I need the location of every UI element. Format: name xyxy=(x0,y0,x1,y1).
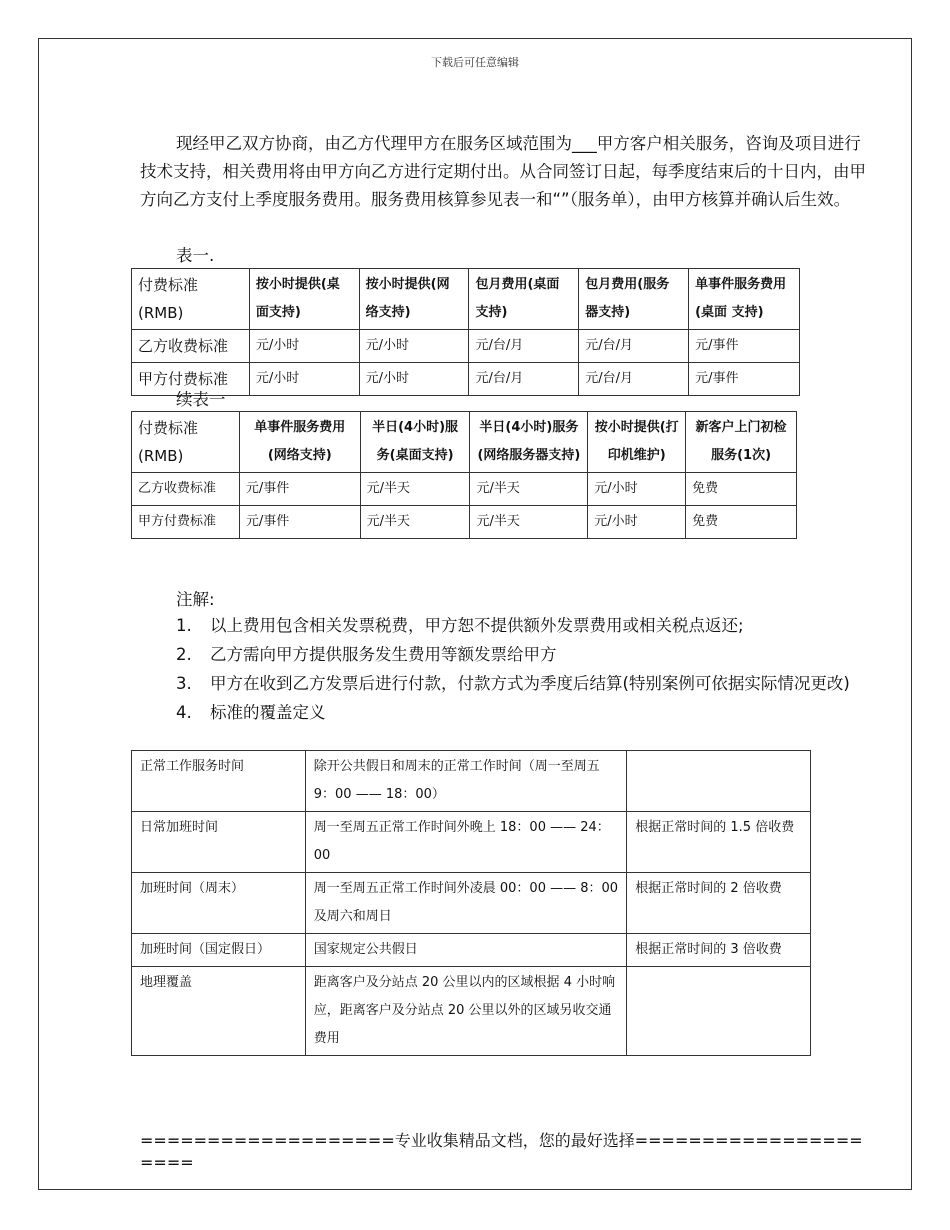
table-cell: 正常工作服务时间 xyxy=(132,751,306,812)
list-number: 1. xyxy=(176,616,192,635)
table-cell: 元/台/月 xyxy=(469,363,579,396)
list-item xyxy=(176,699,866,726)
table-row xyxy=(132,967,811,1056)
list-number: 2. xyxy=(176,645,192,664)
table1-caption: 表一. xyxy=(176,246,215,265)
table-cell: 元/事件 xyxy=(689,330,800,363)
fee-table-2 xyxy=(131,411,797,539)
table-header-cell: 按小时提供(桌面支持) xyxy=(249,269,359,330)
table-cell: 根据正常时间的 2 倍收费 xyxy=(627,873,811,934)
table-cell: 加班时间（周末） xyxy=(132,873,306,934)
page-header: 下载后可任意编辑 xyxy=(431,56,519,69)
table-cell: 免费 xyxy=(686,506,797,539)
table-header-cell: 半日(4小时)服务(网络服务器支持) xyxy=(470,412,588,473)
table-cell: 周一至周五正常工作时间外晚上 18：00 —— 24：00 xyxy=(305,812,627,873)
table-header-cell: 新客户上门初检服务(1次) xyxy=(686,412,797,473)
table-header-cell: 包月费用(服务器支持) xyxy=(579,269,689,330)
intro-paragraph: 现经甲乙双方协商，由乙方代理甲方在服务区域范围为___甲方客户相关服务，咨询及项目进行技术支持，相关费用将由甲方向乙方进行定期付出。从合同签订日起，每季度结束后的十日内，由甲方向乙方支付上季度服务费用。服务费用核算参见表一和“”（服务单），由甲方核算并确认后生效。 xyxy=(140,134,866,209)
table-row xyxy=(132,363,800,396)
table-cell: 甲方付费标准 xyxy=(132,506,240,539)
table-cell: 元/台/月 xyxy=(579,330,689,363)
table-row xyxy=(132,873,811,934)
table-cell: 元/台/月 xyxy=(579,363,689,396)
list-text: 甲方在收到乙方发票后进行付款，付款方式为季度后结算(特别案例可依据实际情况更改) xyxy=(210,674,850,693)
table-cell: 元/半天 xyxy=(470,473,588,506)
table-cell xyxy=(627,751,811,812)
list-text: 标准的覆盖定义 xyxy=(210,703,326,722)
table-cell: 付费标准(RMB) xyxy=(132,412,240,473)
notes-title: 注解: xyxy=(176,590,215,609)
table-header-cell: 单事件服务费用(网络支持) xyxy=(239,412,360,473)
table-cell: 乙方收费标准 xyxy=(132,473,240,506)
table-row xyxy=(132,473,797,506)
list-item xyxy=(176,612,866,639)
table-cell: 根据正常时间的 3 倍收费 xyxy=(627,934,811,967)
table-row xyxy=(132,506,797,539)
table2-caption: 续表一 xyxy=(176,390,226,409)
table-cell: 日常加班时间 xyxy=(132,812,306,873)
table-cell: 距离客户及分站点 20 公里以内的区域根据 4 小时响应，距离客户及分站点 20 公里以外的区域另收交通费用 xyxy=(305,967,627,1056)
table-cell: 元/小时 xyxy=(588,473,686,506)
table-cell: 地理覆盖 xyxy=(132,967,306,1056)
table-cell: 根据正常时间的 1.5 倍收费 xyxy=(627,812,811,873)
page-footer: ===================专业收集精品文档，您的最好选择===================== xyxy=(140,1131,863,1172)
table-cell: 付费标准(RMB) xyxy=(132,269,250,330)
table-cell: 元/小时 xyxy=(249,330,359,363)
table-cell: 元/事件 xyxy=(689,363,800,396)
table-cell: 元/小时 xyxy=(359,330,469,363)
table-header-cell: 单事件服务费用(桌面 支持) xyxy=(689,269,800,330)
table-cell: 元/小时 xyxy=(588,506,686,539)
table-cell: 元/半天 xyxy=(360,506,470,539)
table-cell: 元/台/月 xyxy=(469,330,579,363)
table-row xyxy=(132,269,800,330)
coverage-table xyxy=(131,750,811,1056)
table-row xyxy=(132,330,800,363)
table-header-cell: 半日(4小时)服务(桌面支持) xyxy=(360,412,470,473)
list-number: 3. xyxy=(176,674,192,693)
table-cell: 元/半天 xyxy=(470,506,588,539)
table-cell: 除开公共假日和周末的正常工作时间（周一至周五 9：00 —— 18：00） xyxy=(305,751,627,812)
table-row xyxy=(132,751,811,812)
table-cell: 元/小时 xyxy=(249,363,359,396)
table-cell: 甲方付费标准 xyxy=(132,363,250,396)
table-cell: 元/小时 xyxy=(359,363,469,396)
table-cell: 周一至周五正常工作时间外凌晨 00：00 —— 8：00 及周六和周日 xyxy=(305,873,627,934)
notes-list xyxy=(176,612,866,728)
table-cell: 元/事件 xyxy=(239,506,360,539)
table-cell xyxy=(627,967,811,1056)
table-header-cell: 按小时提供(网络支持) xyxy=(359,269,469,330)
table-row xyxy=(132,412,797,473)
table-cell: 元/半天 xyxy=(360,473,470,506)
table-cell: 元/事件 xyxy=(239,473,360,506)
table-cell: 国家规定公共假日 xyxy=(305,934,627,967)
table-cell: 免费 xyxy=(686,473,797,506)
list-text: 乙方需向甲方提供服务发生费用等额发票给甲方 xyxy=(210,645,557,664)
table-cell: 加班时间（国定假日） xyxy=(132,934,306,967)
list-item xyxy=(176,670,866,697)
fee-table-1 xyxy=(131,268,800,396)
table-row xyxy=(132,812,811,873)
table-header-cell: 包月费用(桌面支持) xyxy=(469,269,579,330)
list-text: 以上费用包含相关发票税费，甲方恕不提供额外发票费用或相关税点返还; xyxy=(210,616,744,635)
list-number: 4. xyxy=(176,703,192,722)
table-cell: 乙方收费标准 xyxy=(132,330,250,363)
list-item xyxy=(176,641,866,668)
table-row xyxy=(132,934,811,967)
table-header-cell: 按小时提供(打印机维护) xyxy=(588,412,686,473)
